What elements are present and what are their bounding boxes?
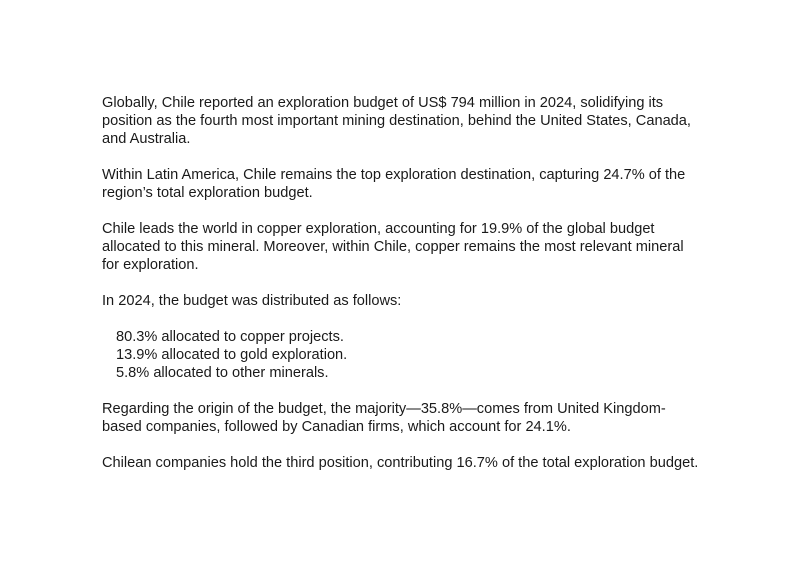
distribution-list bbox=[102, 328, 702, 382]
paragraph-copper-leadership: Chile leads the world in copper exploration, accounting for 19.9% of the global budget allocated to this mineral. Moreover, within Chile, copper remains the most relevant mineral for exploration. bbox=[102, 221, 684, 273]
list-item-other: 5.8% allocated to other minerals. bbox=[116, 365, 329, 381]
paragraph-global-budget: Globally, Chile reported an exploration budget of US$ 794 million in 2024, solidifying its position as the fourth most important mining destination, behind the United States, Canada, and Australia. bbox=[102, 95, 691, 147]
list-item-gold: 13.9% allocated to gold exploration. bbox=[116, 347, 348, 363]
document-body bbox=[102, 94, 702, 490]
paragraph-latin-america: Within Latin America, Chile remains the top exploration destination, capturing 24.7% of the region’s total exploration budget. bbox=[102, 167, 686, 201]
paragraph-chilean-companies: Chilean companies hold the third position, contributing 16.7% of the total exploration budget. bbox=[102, 455, 699, 471]
paragraph-budget-origin: Regarding the origin of the budget, the majority—35.8%—comes from United Kingdom-based companies, followed by Canadian firms, which account for 24.1%. bbox=[102, 401, 666, 435]
paragraph-distribution-intro: In 2024, the budget was distributed as follows: bbox=[102, 293, 402, 309]
list-item-copper: 80.3% allocated to copper projects. bbox=[116, 329, 344, 345]
